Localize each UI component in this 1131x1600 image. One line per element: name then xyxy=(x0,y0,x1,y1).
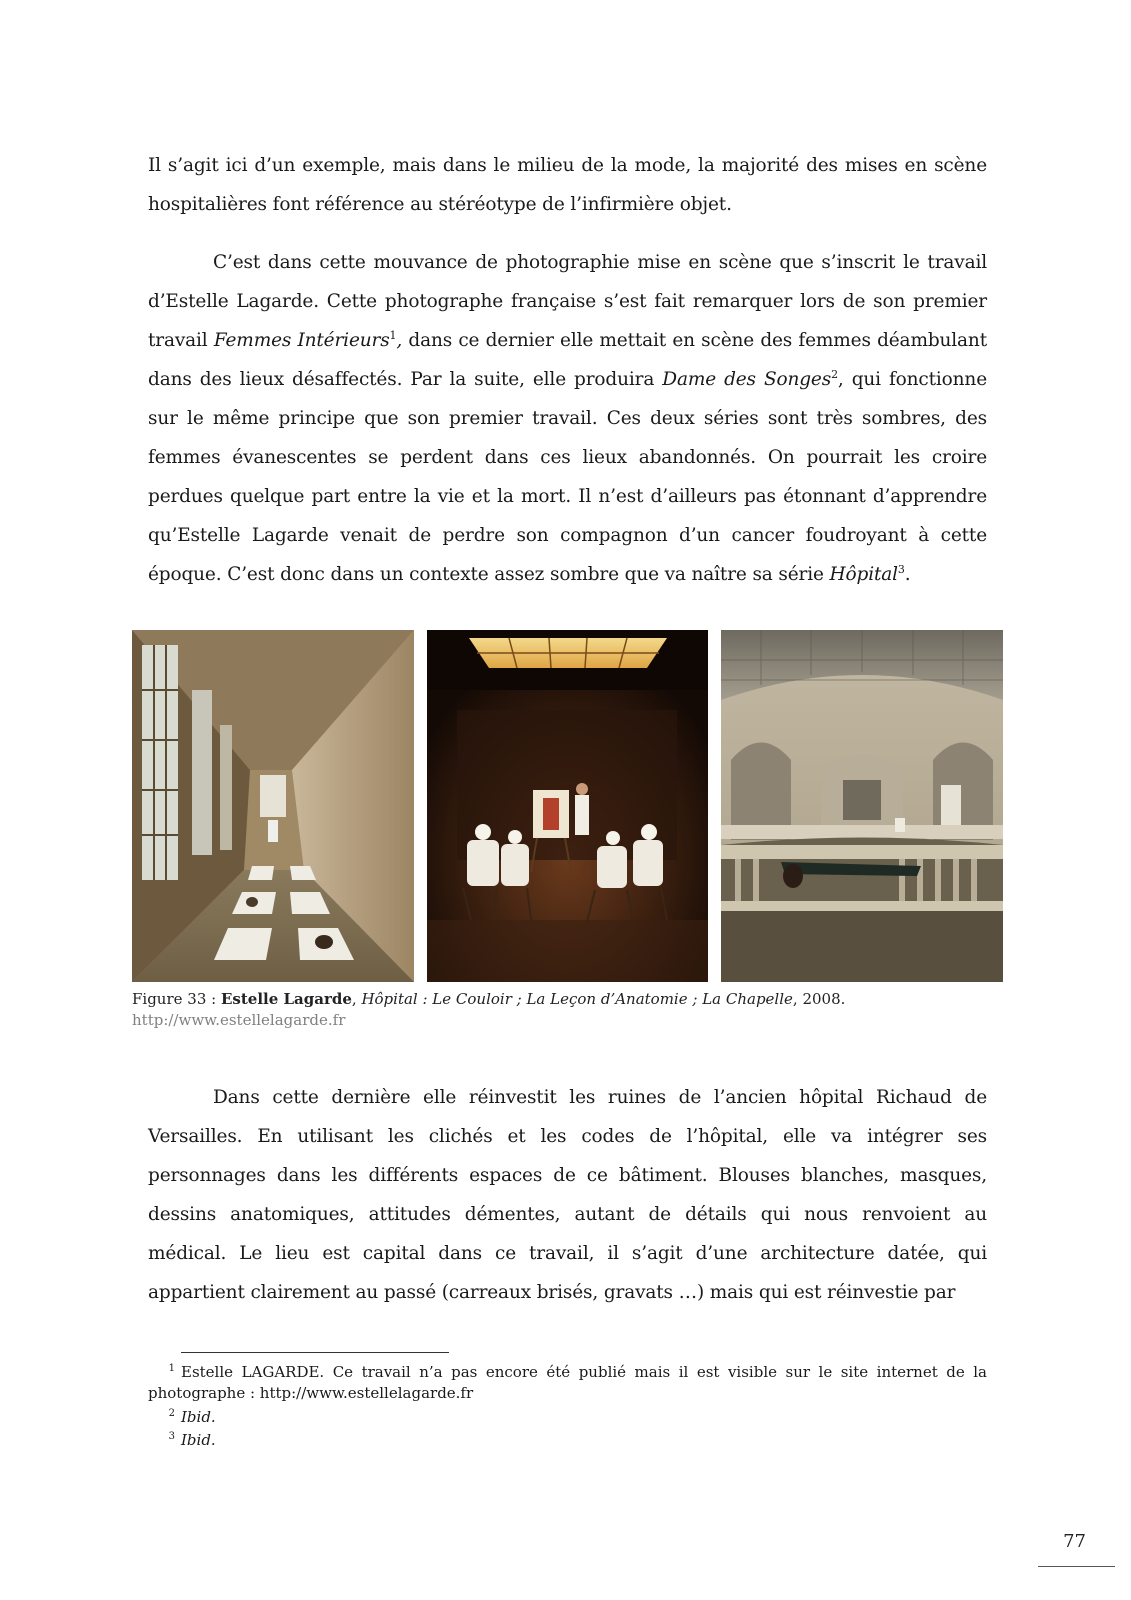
figure-caption xyxy=(132,989,1012,1031)
footnote-2-text: Ibid. xyxy=(181,1408,216,1426)
footnote-ref-3[interactable]: 3 xyxy=(897,562,905,576)
paragraph-comma: , xyxy=(396,330,403,351)
paragraph-text: dans ce dernier elle mettait en scène des femmes déambulant dans des lieux désaffectés. Par la suite, elle produira xyxy=(148,330,987,390)
page-number-rule xyxy=(1038,1566,1115,1567)
figure-label: Figure 33 : xyxy=(132,990,221,1008)
work-title-hopital: Hôpital xyxy=(829,564,898,585)
paragraph-hopital-richaud: Dans cette dernière elle réinvestit les ruines de l’ancien hôpital Richaud de Versailles. En utilisant les clichés et les codes de l’hôpital, elle va intégrer ses personnages dans les différents espaces de ce bâtiment. Blouses blanches, masques, dessins anatomiques, attitudes démentes, autant de détails qui nous renvoient au médical. Le lieu est capital dans ce travail, il s’agit d’une architecture datée, qui appartient clairement au passé (carreaux brisés, gravats …) mais qui est réinvestie par xyxy=(148,1087,987,1303)
figure-source-link[interactable]: http://www.estellelagarde.fr xyxy=(132,1011,346,1029)
footnote-1-number: 1 xyxy=(168,1363,175,1374)
footnote-1-text: Estelle LAGARDE. Ce travail n’a pas encore été publié mais il est visible sur le site internet de la photographe : http://www.estellelagarde.fr xyxy=(148,1363,987,1402)
work-title-dame-des-songes: Dame des Songes xyxy=(662,369,832,390)
footnote-2-number: 2 xyxy=(168,1408,175,1419)
paragraph-intro: Il s’agit ici d’un exemple, mais dans le milieu de la mode, la majorité des mises en scène hospitalières font référence au stéréotype de l’infirmière objet. xyxy=(148,155,987,215)
photo-la-chapelle xyxy=(721,630,1003,982)
work-title-femmes-interieurs: Femmes Intérieurs xyxy=(213,330,390,351)
photo-le-couloir xyxy=(132,630,414,982)
paragraph-text: , qui fonctionne sur le même principe que son premier travail. Ces deux séries sont très sombres, des femmes évanescentes se perdent dans ces lieux abandonnés. On pourrait les croire perdues quelque part entre la vie et la mort. Il n’est d’ailleurs pas étonnant d’apprendre qu’Estelle Lagarde venait de perdre son compagnon d’un cancer foudroyant à cette époque. C’est donc dans un contexte assez sombre que va naître sa série xyxy=(148,369,987,585)
footnote-ref-2[interactable]: 2 xyxy=(831,367,838,381)
figure-works: Hôpital : Le Couloir ; La Leçon d’Anatomie ; La Chapelle xyxy=(361,990,793,1008)
figure-artist: Estelle Lagarde xyxy=(220,990,352,1008)
footnote-ref-1[interactable]: 1 xyxy=(389,328,397,342)
footnote-divider xyxy=(181,1352,449,1353)
photo-la-lecon-d-anatomie xyxy=(427,630,708,982)
figure-sep: , xyxy=(351,990,362,1008)
footnote-3-text: Ibid. xyxy=(181,1431,216,1449)
footnote-2 xyxy=(148,1407,987,1428)
figure-year: , 2008. xyxy=(792,990,846,1008)
footnote-3-number: 3 xyxy=(168,1431,175,1442)
footnote-1 xyxy=(148,1362,987,1404)
paragraph-text: . xyxy=(904,564,911,585)
page-number: 77 xyxy=(1063,1531,1086,1552)
footnote-3 xyxy=(148,1430,987,1451)
paragraph-estelle-lagarde xyxy=(148,243,987,594)
paragraph-text: C’est dans cette mouvance de photographie mise en scène que s’inscrit le travail d’Estelle Lagarde. Cette photographe française s’est fait remarquer lors de son premier travail xyxy=(148,252,987,351)
